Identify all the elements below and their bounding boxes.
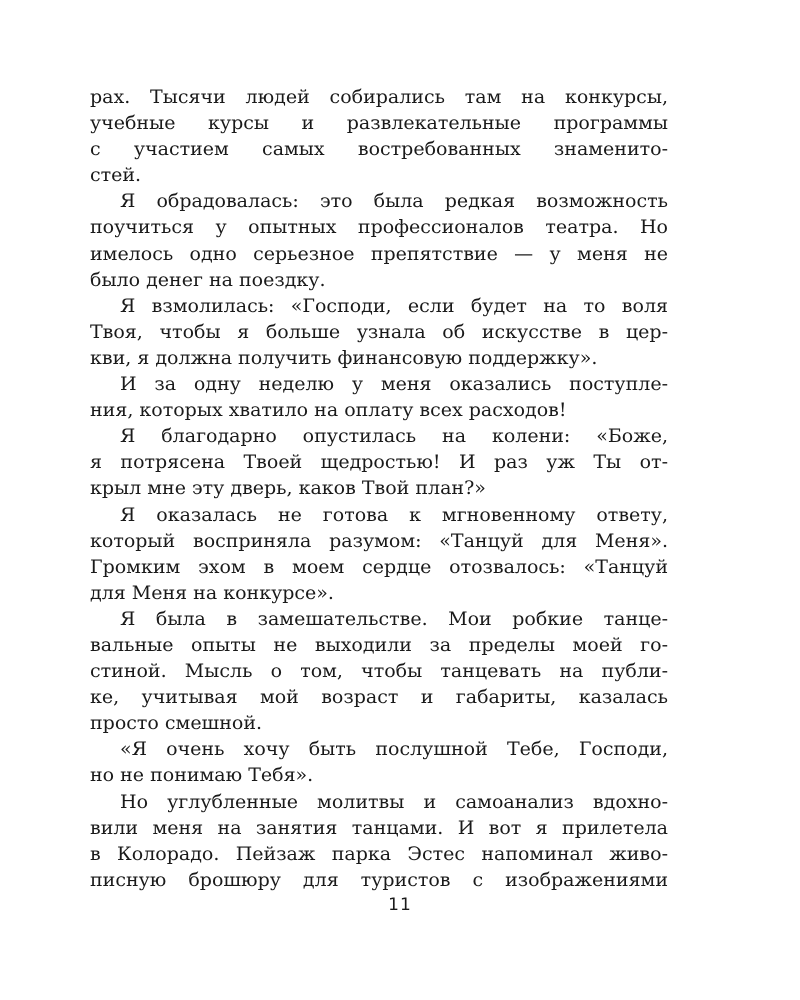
text-line: Я была в замешательстве. Мои робкие танце- [120, 607, 668, 630]
text-line: вальные опыты не выходили за пределы моей го- [90, 633, 668, 656]
text-line: крыл мне эту дверь, каков Твой план?» [90, 477, 486, 500]
text-line: поучиться у опытных профессионалов театра. Но [90, 216, 668, 239]
text-line: вили меня на занятия танцами. И вот я прилетела [90, 816, 668, 839]
text-line: Громким эхом в моем сердце отозвалось: «Танцуй [90, 555, 668, 578]
text-line: имелось одно серьезное препятствие — у меня не [90, 242, 668, 265]
page-number: 11 [388, 895, 412, 915]
text-line: Я взмолилась: «Господи, если будет на то воля [120, 294, 668, 317]
text-line: который восприняла разумом: «Танцуй для Меня». [90, 529, 668, 552]
text-line: «Я очень хочу быть послушной Тебе, Господи, [120, 738, 668, 761]
text-line: Я обрадовалась: это была редкая возможность [120, 190, 668, 213]
text-line: И за одну неделю у меня оказались поступле- [120, 373, 668, 396]
text-line: в Колорадо. Пейзаж парка Эстес напоминал живо- [90, 842, 668, 865]
text-line: с участием самых востребованных знаменито- [90, 138, 668, 161]
text-line: ке, учитывая мой возраст и габариты, казалась [90, 686, 668, 709]
text-line: Но углубленные молитвы и самоанализ вдохно- [120, 790, 668, 813]
text-line: стей. [90, 164, 142, 187]
text-line: было денег на поездку. [90, 268, 326, 291]
page-body-text [90, 84, 668, 893]
text-line: Я благодарно опустилась на колени: «Боже, [120, 425, 668, 448]
text-line: рах. Тысячи людей собирались там на конкурсы, [90, 86, 668, 108]
text-line: учебные курсы и развлекательные программы [90, 112, 668, 135]
text-line: для Меня на конкурсе». [90, 581, 334, 604]
text-line: я потрясена Твоей щедростью! И раз уж Ты от- [90, 451, 668, 474]
text-line: стиной. Мысль о том, чтобы танцевать на публи- [90, 660, 668, 683]
text-line: ния, которых хватило на оплату всех расходов! [90, 399, 567, 422]
text-line: писную брошюру для туристов с изображениями [90, 868, 668, 891]
text-line: просто смешной. [90, 712, 263, 735]
text-line: но не понимаю Тебя». [90, 764, 314, 787]
text-line: Я оказалась не готова к мгновенному ответу, [120, 503, 668, 526]
text-line: кви, я должна получить финансовую поддержку». [90, 346, 598, 369]
text-line: Твоя, чтобы я больше узнала об искусстве в цер- [90, 320, 668, 343]
